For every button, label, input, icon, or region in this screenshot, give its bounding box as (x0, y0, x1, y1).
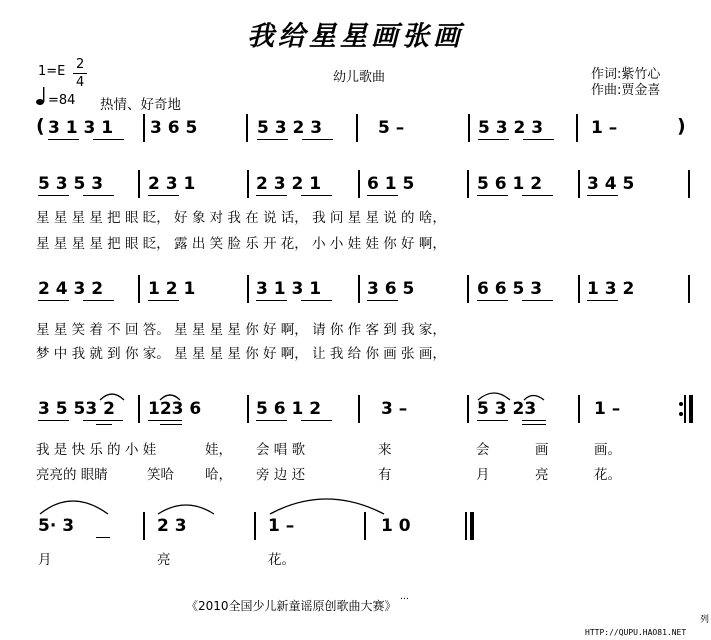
composer-credit: 作曲:贾金喜 (591, 83, 661, 98)
line3-verse2-lyric: 哈， (205, 467, 232, 483)
line1-lyrics-verse2: 星 星 星 星 把 眼 眨， 露 出 笑 脸 乐 开 花， 小 小 娃 娃 你 好 啊， (36, 236, 446, 252)
line3-verse2-lyric: 花。 (594, 467, 621, 483)
slur-5-3-line4 (40, 501, 108, 514)
line3-verse1-lyric: 画 (535, 442, 549, 458)
line2-lyrics-verse2: 梦 中 我 就 到 你 家。 星 星 星 星 你 好 啊， 让 我 给 你 画 张 画， (36, 346, 446, 362)
line2-measure-1: 2 4 3 2 (38, 279, 104, 299)
line2-measure-6: 1 3 2 (587, 279, 635, 299)
tie-1-1-line4 (270, 499, 384, 514)
key-signature: 1=E (38, 64, 66, 79)
slur-123 (160, 395, 180, 400)
corner-char: 列 (700, 615, 710, 625)
line3-verse2-lyric: 亮亮的 眼睛 (36, 467, 108, 483)
slur-53-2 (100, 394, 124, 400)
intro-close-paren: ) (677, 115, 686, 137)
slur-5-3 (478, 393, 510, 400)
line3-verse1-lyric: 会 (476, 442, 490, 458)
genre-label: 幼儿歌曲 (333, 70, 386, 85)
line3-verse1-lyric: 娃， (205, 442, 232, 458)
line1-measure-5: 5 6 1 2 (477, 174, 543, 194)
intro-measure-2: 3 6 5 (150, 118, 198, 138)
line1-lyrics-verse1: 星 星 星 星 把 眼 眨， 好 象 对 我 在 说 话， 我 问 星 星 说 的 啥， (36, 210, 446, 226)
line3-measure-5: 5 3 23 (477, 399, 537, 419)
line3-verse1-lyric: 画。 (594, 442, 621, 458)
lyricist-credit: 作词:紫竹心 (591, 67, 661, 82)
line2-measure-5: 6 6 5 3 (477, 279, 543, 299)
intro-measure-6: 1 – (591, 118, 618, 138)
slur-23 (524, 396, 544, 401)
line2-lyrics-verse1: 星 星 笑 着 不 回 答。 星 星 星 星 你 好 啊， 请 你 作 客 到 我 家， (36, 322, 446, 338)
tempo-marking: =84 (48, 93, 76, 108)
intro-measure-5: 5 3 2 3 (478, 118, 544, 138)
line3-measure-4: 3 – (381, 399, 408, 419)
line3-verse2-lyric: 有 (378, 467, 392, 483)
intro-measure-3: 5 3 2 3 (257, 118, 323, 138)
line3-measure-3: 5 6 1 2 (256, 399, 322, 419)
line3-verse2-lyric: 月 (476, 467, 490, 483)
time-signature-bottom: 4 (76, 75, 85, 90)
intro-measure-1: 3 1 3 1 (48, 118, 114, 138)
line4-measure-2: 2 3 (157, 516, 187, 536)
intro-measure-4: 5 – (378, 118, 405, 138)
line3-measure-6: 1 – (594, 399, 621, 419)
footer-tail: … (400, 592, 409, 602)
time-signature-top: 2 (76, 57, 85, 72)
line4-measure-4: 1 0 (381, 516, 411, 536)
line3-verse2-lyric: 旁 边 还 (256, 467, 306, 483)
line1-measure-2: 2 3 1 (148, 174, 196, 194)
line3-verse2-lyric: 亮 (535, 467, 549, 483)
line1-measure-6: 3 4 5 (587, 174, 635, 194)
line3-verse1-lyric: 我 是 快 乐 的 小 娃 (36, 442, 157, 458)
line4-lyric: 亮 (157, 552, 171, 568)
line4-lyric: 花。 (268, 552, 295, 568)
line1-measure-4: 6 1 5 (367, 174, 415, 194)
line3-verse1-lyric: 来 (378, 442, 392, 458)
slur-2-3-line4 (158, 505, 214, 514)
line4-measure-3: 1 – (268, 516, 295, 536)
line2-measure-3: 3 1 3 1 (256, 279, 322, 299)
line3-verse2-lyric: 笑哈 (147, 467, 174, 483)
line3-verse1-lyric: 会 唱 歌 (256, 442, 306, 458)
line3-measure-2: 123 6 (148, 399, 202, 419)
mood-marking: 热情、好奇地 (100, 97, 181, 113)
contest-footer: 《2010全国少儿新童谣原创歌曲大赛》 (186, 599, 397, 613)
line4-measure-1: 5· 3 (38, 516, 75, 536)
line3-measure-1: 3 5 53 2 (38, 399, 115, 419)
line2-measure-4: 3 6 5 (367, 279, 415, 299)
site-watermark: HTTP://QUPU.HAO81.NET (585, 628, 687, 637)
line4-lyric: 月 (38, 552, 52, 568)
intro-open-paren: ( (36, 115, 45, 137)
line1-measure-1: 5 3 5 3 (38, 174, 104, 194)
song-title: 我给星星画张画 (247, 21, 464, 52)
line2-measure-2: 1 2 1 (148, 279, 196, 299)
line1-measure-3: 2 3 2 1 (256, 174, 322, 194)
